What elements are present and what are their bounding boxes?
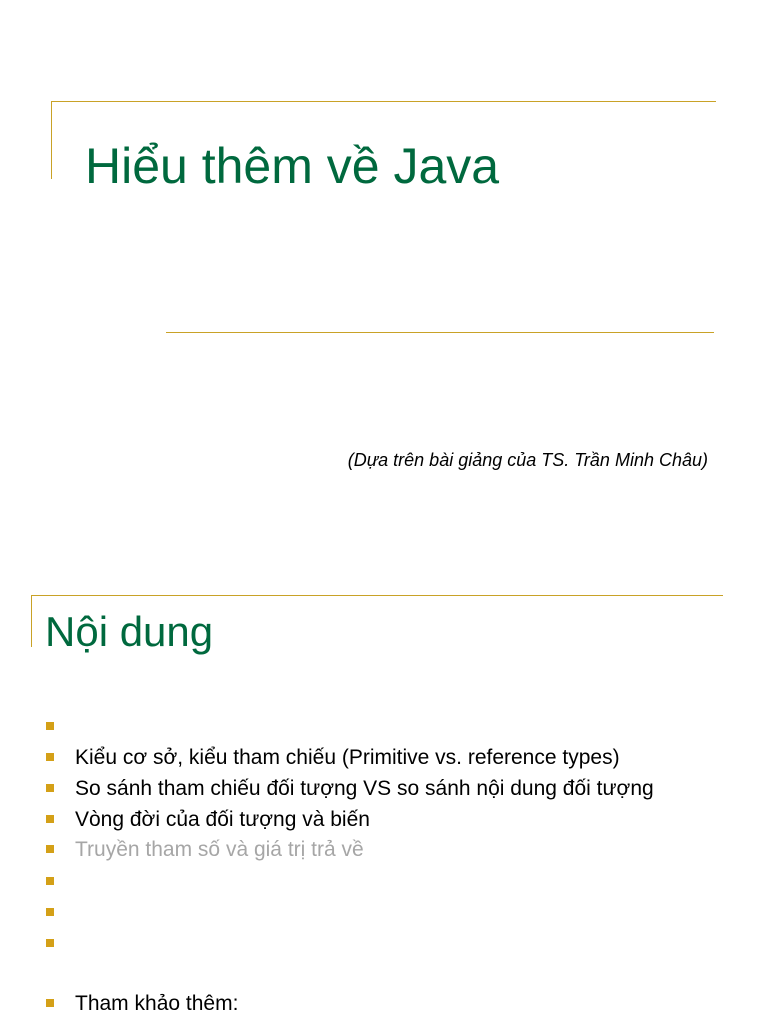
bullet-item — [0, 988, 768, 1019]
accent-line-left — [31, 595, 32, 647]
slide-subtitle: (Dựa trên bài giảng của TS. Trần Minh Châu) — [347, 450, 708, 470]
bullet-square-icon — [46, 753, 54, 761]
bullet-square-icon — [46, 784, 54, 792]
bullet-square-icon — [46, 845, 54, 853]
bullet-text: Tham khảo thêm: — [75, 992, 239, 1015]
accent-line-left — [51, 101, 52, 179]
bullet-text: So sánh tham chiếu đối tượng VS so sánh nội dung đối tượng — [75, 777, 654, 800]
contents-slide — [0, 570, 768, 1024]
bullet-item — [0, 897, 768, 928]
bullet-item — [0, 804, 768, 835]
bullet-text: Truyền tham số và giá trị trả về — [75, 838, 364, 861]
bullet-item — [0, 711, 768, 742]
bullet-text: Kiểu cơ sở, kiểu tham chiếu (Primitive vs. reference types) — [75, 746, 620, 769]
bullet-square-icon — [46, 939, 54, 947]
bullet-item — [0, 742, 768, 773]
bullet-square-icon — [46, 722, 54, 730]
bullet-item — [0, 773, 768, 804]
bullet-text: Vòng đời của đối tượng và biến — [75, 808, 370, 831]
accent-line-top — [51, 101, 716, 102]
bullet-square-icon — [46, 908, 54, 916]
bullet-item — [0, 928, 768, 959]
slide-title: Nội dung — [45, 608, 214, 655]
accent-line-middle — [166, 332, 714, 333]
bullet-item — [0, 834, 768, 865]
bullet-item — [0, 866, 768, 897]
bullet-square-icon — [46, 999, 54, 1007]
bullet-square-icon — [46, 877, 54, 885]
slide-title: Hiểu thêm về Java — [85, 138, 500, 194]
accent-line-top — [31, 595, 723, 596]
bullet-square-icon — [46, 815, 54, 823]
